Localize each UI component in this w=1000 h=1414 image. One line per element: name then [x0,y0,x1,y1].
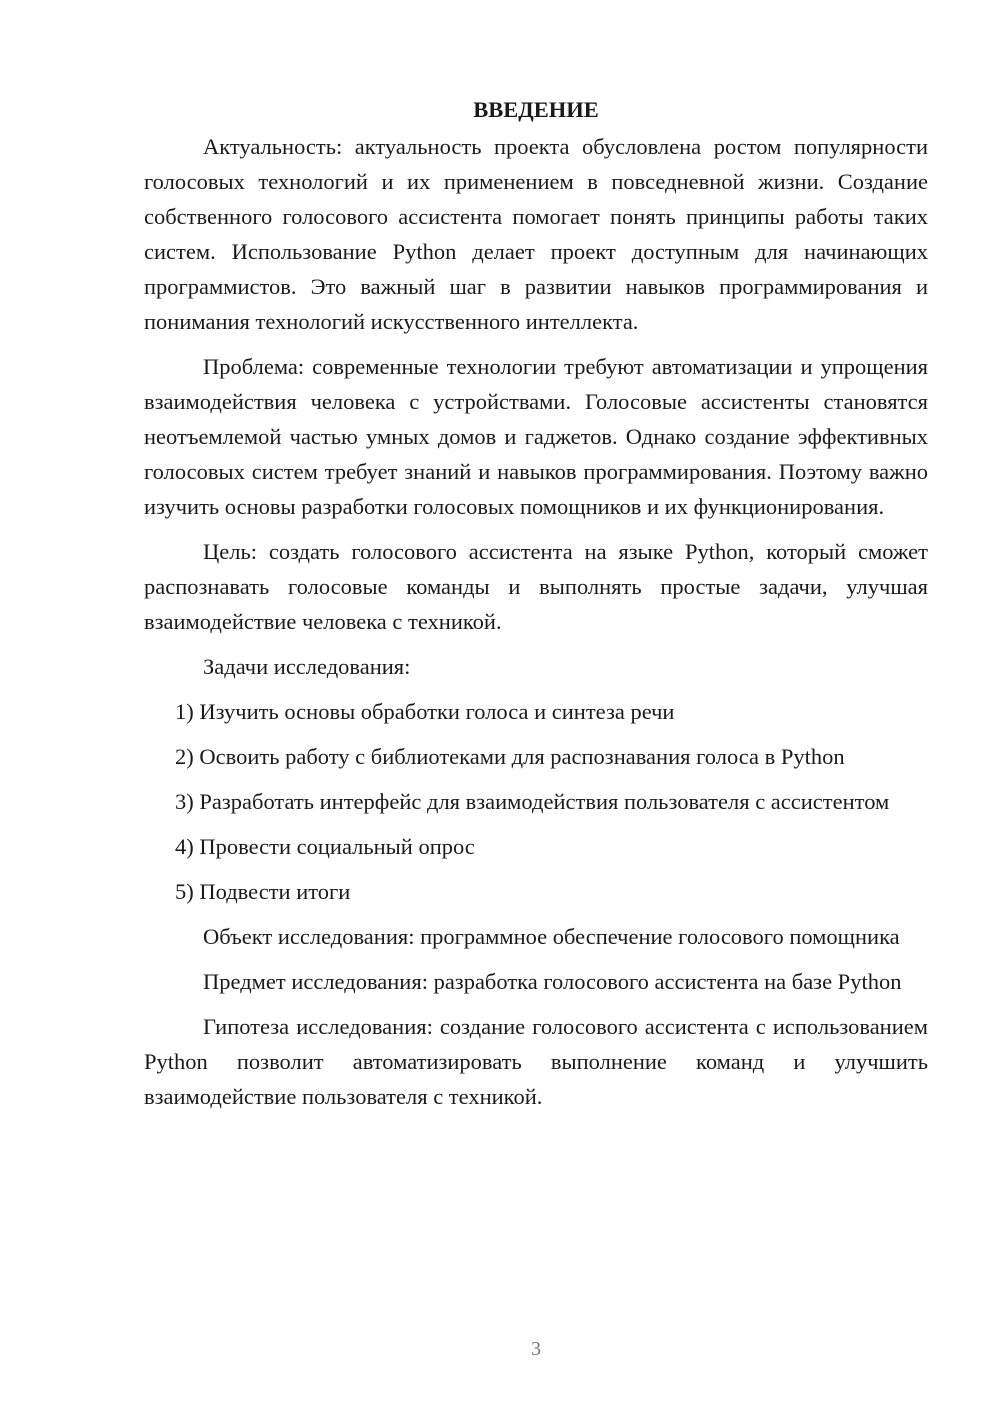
paragraph-relevance: Актуальность: актуальность проекта обусловлена ростом популярности голосовых технологий и их применением в повседневной жизни. Создание собственного голосового ассистента помогает понять принципы работы таких систем. Использование Python делает проект доступным для начинающих программистов. Это важный шаг в развитии навыков программирования и понимания технологий искусственного интеллекта. [144,134,928,334]
paragraph-hypothesis: Гипотеза исследования: создание голосового ассистента с использованием Python позволит автоматизировать выполнение команд и улучшить взаимодействие пользователя с техникой. [144,1014,928,1109]
paragraph-subject: Предмет исследования: разработка голосового ассистента на базе Python [203,969,902,994]
task-item-3: 3) Разработать интерфейс для взаимодействия пользователя с ассистентом [175,789,890,814]
task-item-5: 5) Подвести итоги [175,879,351,904]
page-content [144,92,928,1114]
paragraph-goal: Цель: создать голосового ассистента на языке Python, который сможет распознавать голосовые команды и выполнять простые задачи, улучшая взаимодействие человека с техникой. [144,539,928,634]
paragraph-problem: Проблема: современные технологии требуют автоматизации и упрощения взаимодействия человека с устройствами. Голосовые ассистенты становятся неотъемлемой частью умных домов и гаджетов. Однако создание эффективных голосовых систем требует знаний и навыков программирования. Поэтому важно изучить основы разработки голосовых помощников и их функционирования. [144,354,928,519]
paragraph-object: Объект исследования: программное обеспечение голосового помощника [203,924,900,949]
task-item-1: 1) Изучить основы обработки голоса и синтеза речи [175,699,675,724]
task-item-2: 2) Освоить работу с библиотеками для распознавания голоса в Python [175,744,845,769]
page-number: 3 [531,1338,541,1360]
section-title: ВВЕДЕНИЕ [473,97,599,122]
tasks-heading: Задачи исследования: [203,654,411,679]
task-item-4: 4) Провести социальный опрос [175,834,475,859]
